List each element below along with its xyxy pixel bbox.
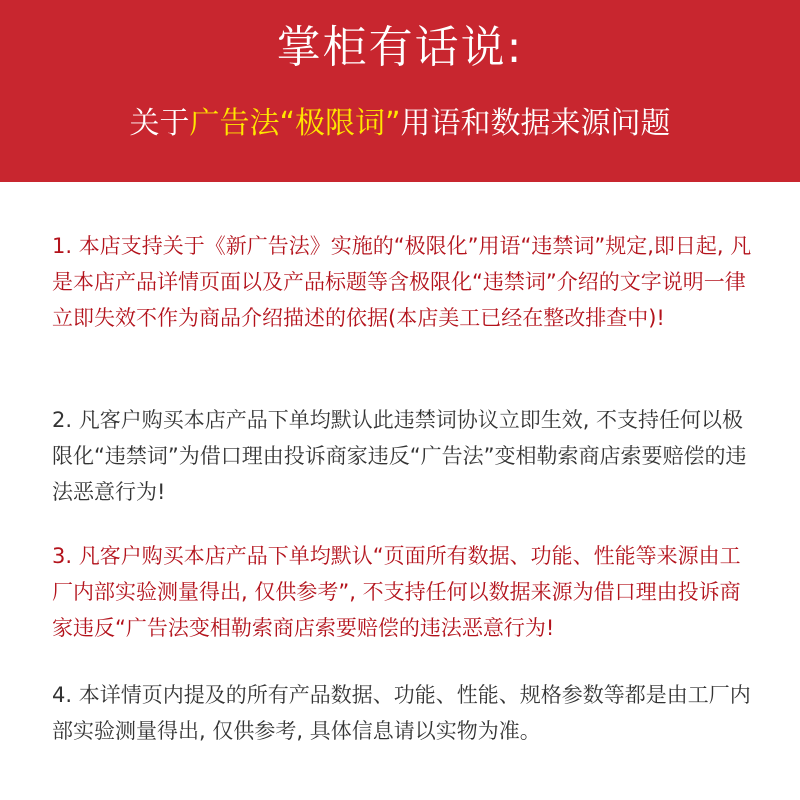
page-title: 掌柜有话说: [276, 22, 524, 73]
notice-item-2: 2. 凡客户购买本店产品下单均默认此违禁词协议立即生效, 不支持任何以极限化“违禁词”为借口理由投诉商家违反“广告法”变相勒索商店索要赔偿的违法恶意行为! [52, 408, 747, 504]
notice-item-3: 3. 凡客户购买本店产品下单均默认“页面所有数据、功能、性能等来源由工厂内部实验测量得出, 仅供参考”, 不支持任何以数据来源为借口理由投诉商家违反“广告法变相勒索商店索要赔偿的违法恶意行为! [52, 544, 741, 640]
subtitle-highlight: 广告法“极限词” [189, 106, 401, 141]
notice-item-1: 1. 本店支持关于《新广告法》实施的“极限化”用语“违禁词”规定,即日起, 凡是本店产品详情页面以及产品标题等含极限化“违禁词”介绍的文字说明一律立即失效不作为商品介绍描述的依据(本店美工已经在整改排查中)! [52, 234, 752, 330]
header-banner [0, 0, 800, 182]
page-subtitle [0, 104, 800, 144]
subtitle-prefix: 关于 [129, 106, 190, 141]
notice-item-4: 4. 本详情页内提及的所有产品数据、功能、性能、规格参数等都是由工厂内部实验测量得出, 仅供参考, 具体信息请以实物为准。 [52, 683, 751, 743]
subtitle-suffix: 用语和数据来源问题 [400, 106, 671, 141]
